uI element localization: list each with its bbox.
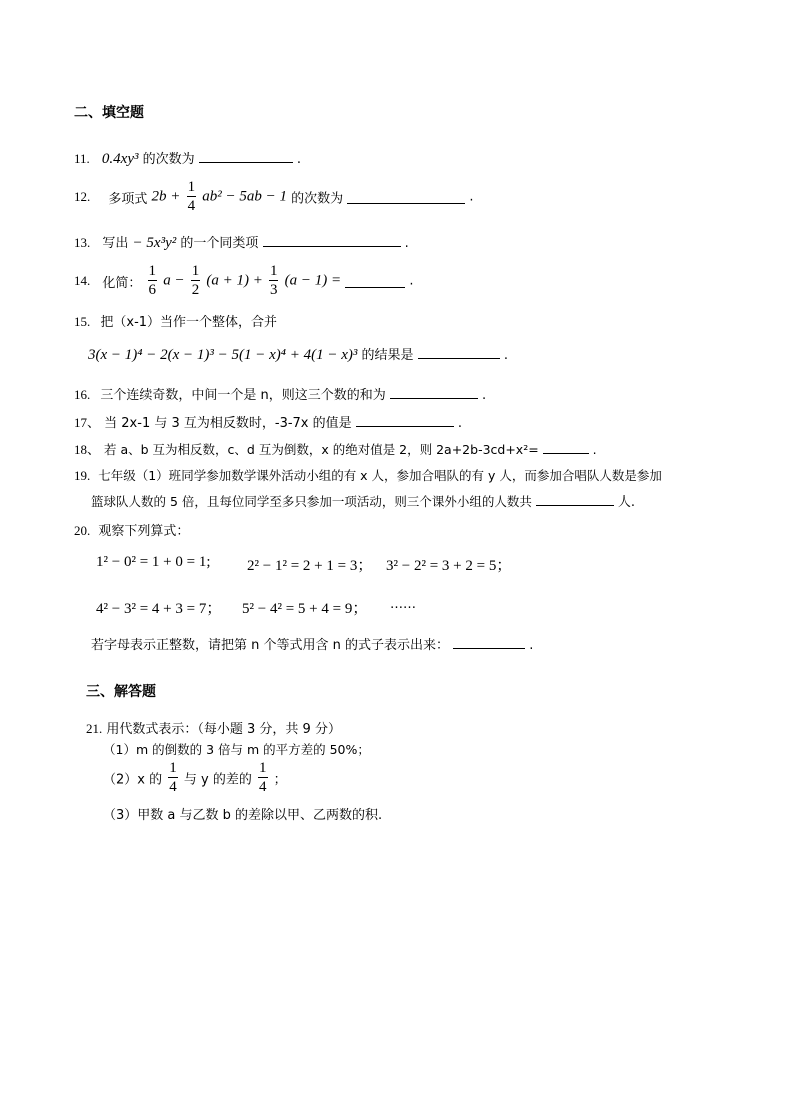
- equation-5: 5² − 4² = 5 + 4 = 9；: [242, 601, 368, 617]
- question-end: .: [503, 348, 508, 363]
- question-number: 20.: [74, 523, 91, 538]
- question-number: 14.: [74, 273, 91, 288]
- answer-blank[interactable]: [199, 150, 293, 163]
- question-text: 当 2x-1 与 3 互为相反数时，-3-7x 的值是: [104, 416, 352, 431]
- question-text-line-1: 七年级（1）班同学参加数学课外活动小组的有 x 人，参加合唱队的有 y 人，而参加合唱队人数是参加: [98, 468, 662, 483]
- question-text: 的一个同类项: [180, 236, 259, 251]
- question-number: 17、: [74, 415, 101, 430]
- part-1: （1）m 的倒数的 3 倍与 m 的平方差的 50%；: [103, 742, 370, 757]
- fraction-numerator: 1: [169, 760, 177, 776]
- question-end: 人.: [617, 495, 636, 510]
- question-text: 的次数为: [291, 191, 344, 207]
- math-expression: − 5x³y²: [132, 235, 177, 251]
- question-13: [74, 232, 409, 252]
- equation-4: 4² − 3² = 4 + 3 = 7；: [96, 601, 222, 617]
- question-number: 15.: [74, 314, 91, 329]
- fraction-2: [191, 264, 201, 298]
- question-20: [74, 520, 189, 539]
- question-text: 用代数式表示：（每小题 3 分，共 9 分）: [106, 722, 341, 737]
- fraction-numerator: 1: [269, 263, 278, 279]
- fraction-3: [269, 264, 279, 298]
- answer-blank[interactable]: [356, 414, 454, 427]
- question-12: [74, 180, 474, 214]
- fraction-numerator: 1: [187, 179, 196, 195]
- question-text: 若 a、b 互为相反数，c、d 互为倒数，x 的绝对值是 2，则 2a+2b-3cd+x²=: [104, 442, 539, 457]
- question-number: 16.: [74, 387, 91, 402]
- question-17: [74, 412, 462, 431]
- question-19-line-2: [91, 491, 635, 510]
- math-expression-b: ab² − 5ab − 1: [202, 188, 287, 205]
- answer-blank[interactable]: [543, 441, 589, 454]
- fraction-denominator: 2: [191, 282, 200, 298]
- section-3-title: 三、解答题: [86, 684, 156, 700]
- fraction-numerator: 1: [259, 760, 267, 776]
- answer-blank[interactable]: [536, 493, 614, 506]
- part-2-text-c: ；: [273, 772, 287, 788]
- instruction-text: 若字母表示正整数，请把第 n 个等式用含 n 的式子表示出来：: [91, 638, 450, 653]
- answer-blank[interactable]: [453, 636, 525, 649]
- question-end: .: [482, 388, 487, 403]
- math-expression: 0.4xy³: [101, 151, 139, 167]
- answer-blank[interactable]: [263, 234, 401, 247]
- question-number: 21.: [86, 721, 103, 736]
- answer-blank[interactable]: [418, 346, 500, 359]
- question-20-instruction-line: [91, 634, 533, 653]
- question-prefix: 写出: [102, 236, 129, 251]
- question-text-2: 的结果是: [361, 348, 414, 363]
- equation-2: 2² − 1² = 2 + 1 = 3；: [247, 558, 373, 574]
- section-2-title: 二、填空题: [74, 105, 144, 121]
- question-number: 13.: [74, 235, 91, 250]
- part-2-text-a: （2）x 的: [103, 772, 163, 788]
- question-prefix: 化简：: [102, 275, 142, 291]
- question-end: .: [592, 442, 597, 457]
- answer-blank[interactable]: [390, 386, 478, 399]
- part-2-text-b: 与 y 的差的: [183, 772, 252, 788]
- question-18: [74, 439, 597, 458]
- question-end: .: [404, 236, 409, 251]
- question-number: 18、: [74, 442, 101, 457]
- question-end: .: [469, 189, 474, 205]
- question-16: [74, 384, 486, 403]
- question-end: .: [409, 273, 414, 289]
- question-14: [74, 264, 414, 298]
- fraction-denominator: 6: [148, 282, 157, 298]
- fraction-numerator: 1: [191, 263, 200, 279]
- fraction-1: [168, 761, 178, 795]
- fraction-denominator: 4: [187, 198, 196, 214]
- question-21: [86, 718, 341, 737]
- question-19: [74, 466, 662, 484]
- question-text-line-2: 篮球队人数的 5 倍，且每位同学至多只参加一项活动，则三个课外小组的人数共: [91, 494, 532, 509]
- math-part-3: (a − 1) =: [284, 272, 342, 289]
- part-2: [103, 761, 287, 795]
- ellipsis: ……: [390, 597, 416, 612]
- question-end: .: [296, 152, 302, 167]
- question-number: 11.: [74, 151, 90, 166]
- question-end: .: [457, 416, 463, 431]
- question-prefix: 多项式: [108, 191, 148, 207]
- question-text: 把（x-1）当作一个整体，合并: [100, 315, 278, 330]
- question-number: 12.: [74, 189, 91, 204]
- math-part-2: (a + 1) +: [206, 272, 263, 289]
- math-expression: 3(x − 1)⁴ − 2(x − 1)³ − 5(1 − x)⁴ + 4(1 − x)³: [88, 347, 358, 363]
- question-11: [74, 148, 301, 168]
- fraction-numerator: 1: [148, 263, 157, 279]
- fraction-denominator: 4: [169, 779, 177, 795]
- fraction-2: [258, 761, 268, 795]
- fraction-1: [148, 264, 158, 298]
- question-15-expression-line: [88, 344, 508, 364]
- question-text: 的次数为: [142, 152, 195, 167]
- answer-blank[interactable]: [345, 275, 405, 288]
- question-end: .: [529, 638, 534, 653]
- fraction: [187, 180, 197, 214]
- fraction-denominator: 3: [269, 282, 278, 298]
- equation-3: 3² − 2² = 3 + 2 = 5；: [386, 558, 512, 574]
- answer-blank[interactable]: [347, 191, 465, 204]
- question-text: 三个连续奇数，中间一个是 n，则这三个数的和为: [100, 388, 386, 403]
- question-number: 19.: [74, 468, 91, 483]
- equation-1: 1² − 0² = 1 + 0 = 1;: [96, 554, 211, 570]
- question-15: [74, 311, 277, 330]
- fraction-denominator: 4: [259, 779, 267, 795]
- part-3: （3）甲数 a 与乙数 b 的差除以甲、乙两数的积.: [103, 808, 383, 823]
- math-expression-a: 2b +: [151, 188, 181, 205]
- question-text: 观察下列算式：: [98, 524, 190, 539]
- math-part-1: a −: [163, 272, 185, 289]
